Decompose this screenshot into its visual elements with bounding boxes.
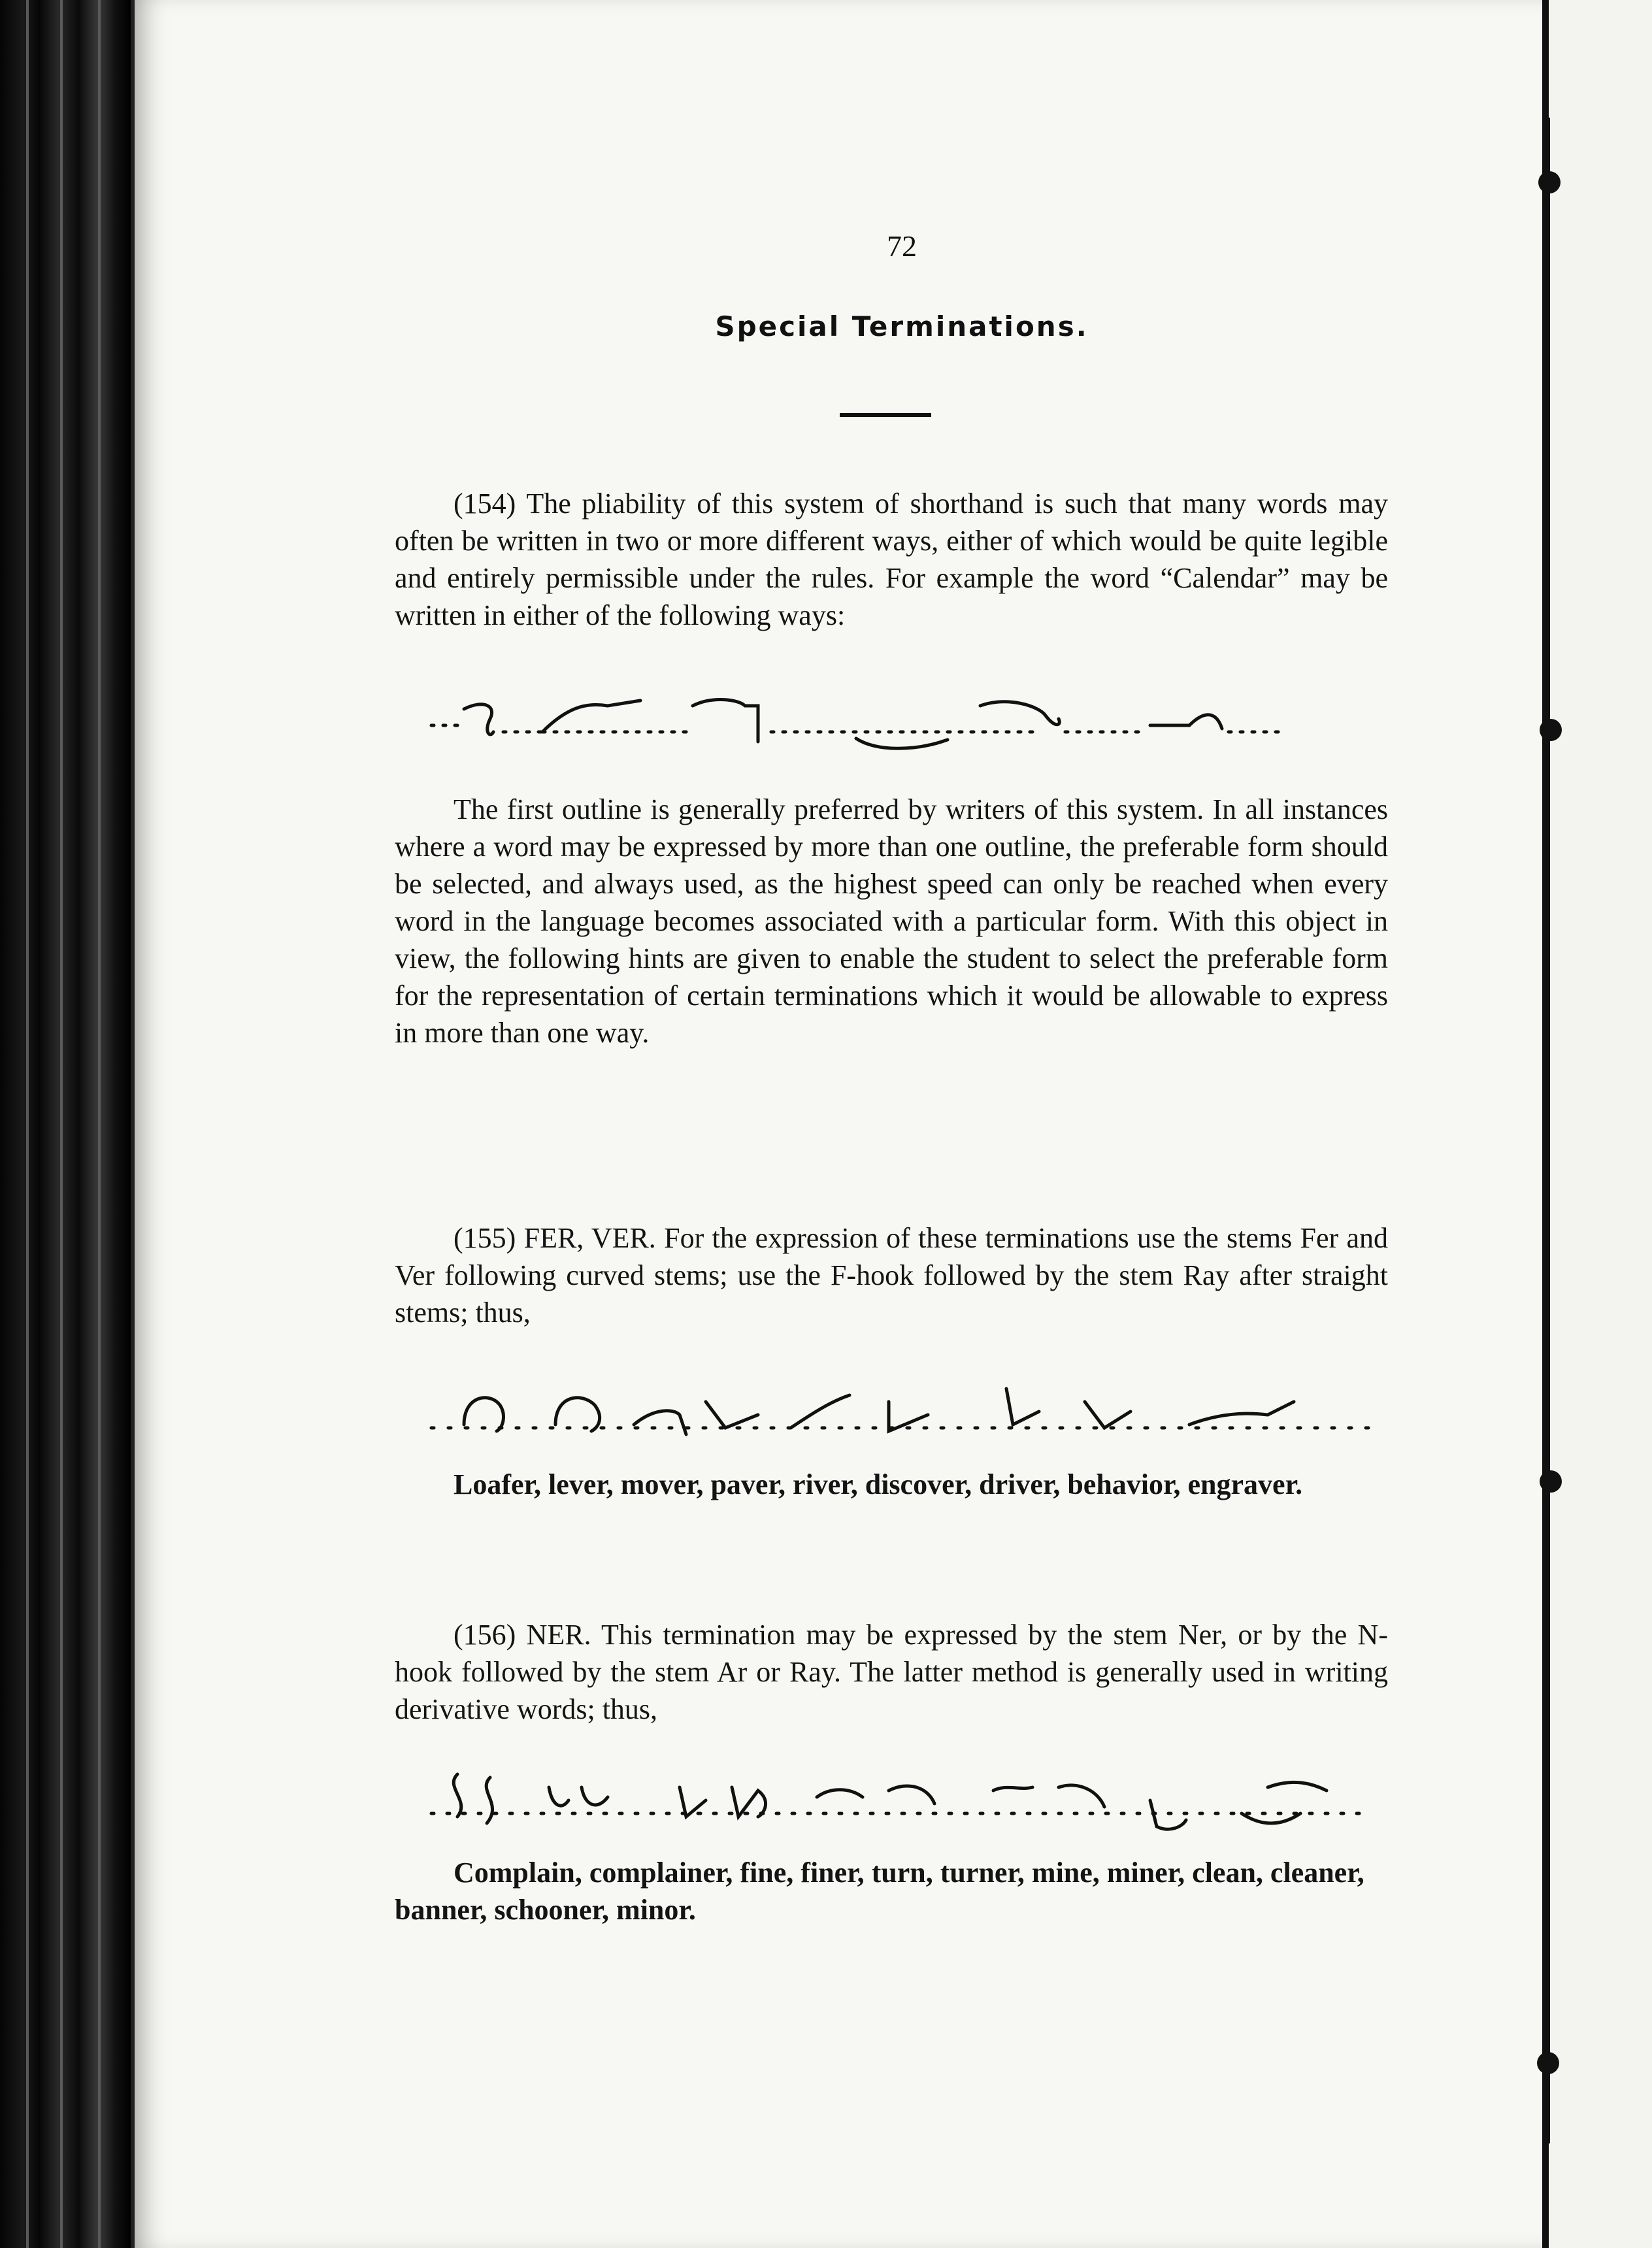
section-title: Special Terminations. bbox=[715, 310, 1089, 342]
page-fold-line bbox=[1547, 118, 1550, 2143]
ink-blot bbox=[1538, 171, 1561, 193]
next-page-edge bbox=[1542, 0, 1652, 2248]
ink-blot bbox=[1540, 1470, 1562, 1493]
binding-edge bbox=[98, 0, 101, 2248]
ink-blot bbox=[1537, 2052, 1559, 2074]
paragraph-154-followup: The first outline is generally preferred by writers of this system. In all instances where a word may be expressed by more than one outline, the preferable form should be selected, and always used, as the highest speed can only be reached when every word in the language becomes associated with a particular form. With this object in view, the following hints are given to enable the student to select the preferable form for the representation of certain terminations which it would be allowable to express in more than one way. bbox=[395, 793, 1388, 1049]
caption-156: Complain, complainer, fine, finer, turn, turner, mine, miner, clean, cleaner, banner, schooner, minor. bbox=[395, 1857, 1364, 1926]
ink-blot bbox=[1540, 719, 1562, 741]
shorthand-calendar-outlines bbox=[418, 680, 1385, 765]
paragraph-154: (154) The pliability of this system of shorthand is such that many words may often be written in two or more different ways, either of which would be quite legible and entirely permissible under the rules. For example the word “Calendar” may be written in either of the following ways: bbox=[395, 488, 1388, 631]
caption-155: Loafer, lever, mover, paver, river, discover, driver, behavior, engraver. bbox=[454, 1468, 1303, 1500]
page-number: 72 bbox=[887, 229, 917, 263]
paragraph-156: (156) NER. This termination may be expressed by the stem Ner, or by the N-hook followed by the stem Ar or Ray. The latter method is generally used in writing derivative words; thus, bbox=[395, 1619, 1388, 1725]
binding-edge bbox=[26, 0, 29, 2248]
paragraph-155: (155) FER, VER. For the expression of these terminations use the stems Fer and Ver following curved stems; use the F-hook followed by the stem Ray after straight stems; thus, bbox=[395, 1222, 1388, 1329]
shorthand-fer-ver-outlines bbox=[418, 1376, 1385, 1461]
shorthand-ner-outlines bbox=[418, 1761, 1385, 1846]
binding-edge bbox=[60, 0, 63, 2248]
title-rule bbox=[840, 413, 931, 417]
book-binding bbox=[0, 0, 131, 2248]
